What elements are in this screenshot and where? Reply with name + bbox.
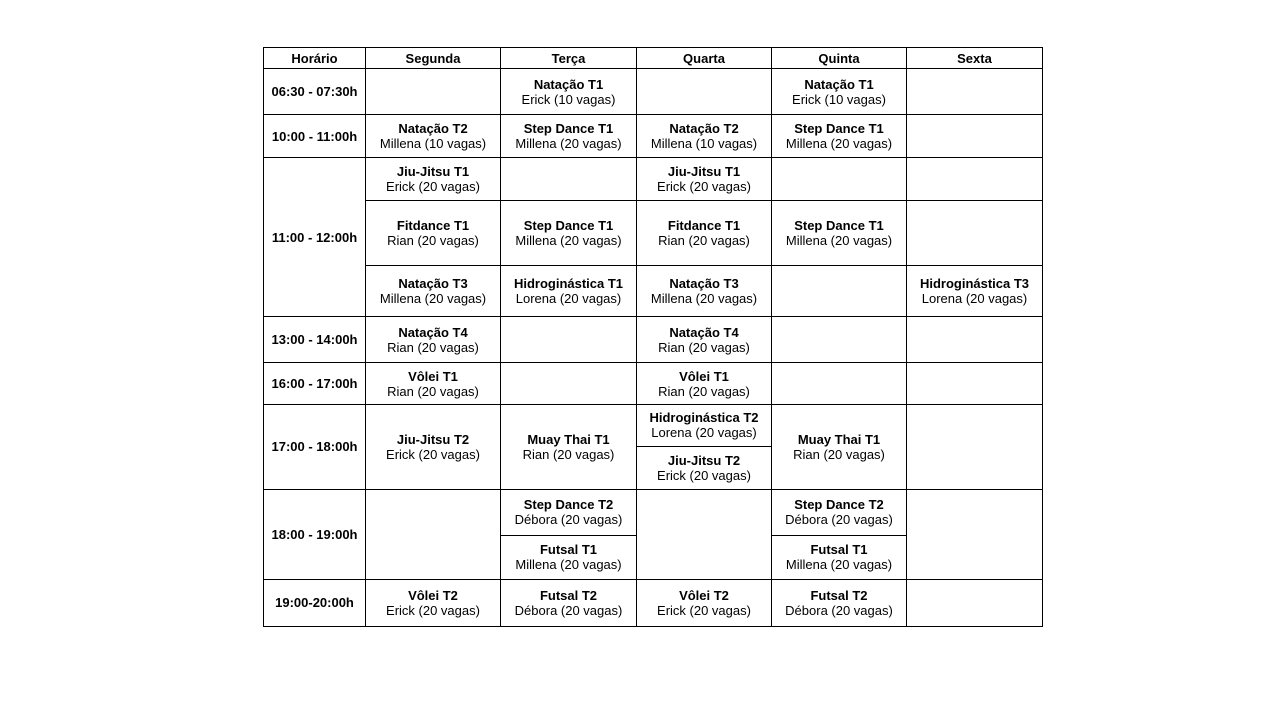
empty-cell [907,404,1043,489]
class-name: Natação T1 [533,76,604,92]
class-cell [637,446,772,489]
class-instructor-capacity: Erick (20 vagas) [386,446,480,462]
table-row [264,115,1043,158]
class-instructor-capacity: Millena (20 vagas) [515,233,622,249]
header-horario: Horário [264,48,366,69]
class-name: Natação T3 [669,276,739,292]
class-cell [772,201,907,266]
class-cell [772,404,907,489]
empty-cell [907,115,1043,158]
header-quinta: Quinta [772,48,907,69]
class-instructor-capacity: Millena (20 vagas) [650,291,758,307]
header-terca: Terça [501,48,637,69]
class-instructor-capacity: Erick (20 vagas) [657,179,751,195]
header-row [264,48,1043,69]
class-instructor-capacity: Rian (20 vagas) [793,446,885,462]
class-cell [366,158,501,201]
table-row [264,489,1043,535]
class-instructor-capacity: Millena (20 vagas) [379,291,487,307]
class-instructor-capacity: Débora (20 vagas) [785,512,893,528]
class-name: Step Dance T1 [523,218,614,234]
class-instructor-capacity: Rian (20 vagas) [658,233,750,249]
class-instructor-capacity: Rian (20 vagas) [658,339,750,355]
class-name: Vôlei T1 [408,368,458,384]
class-instructor-capacity: Rian (20 vagas) [658,383,750,399]
class-instructor-capacity: Erick (10 vagas) [792,91,886,107]
class-instructor-capacity: Millena (20 vagas) [515,136,622,152]
class-instructor-capacity: Débora (20 vagas) [785,602,893,618]
header-sexta: Sexta [907,48,1043,69]
class-cell [501,201,637,266]
class-cell [637,363,772,404]
class-instructor-capacity: Millena (20 vagas) [785,136,893,152]
class-name: Natação T4 [669,324,739,340]
class-cell [637,158,772,201]
class-cell [366,115,501,158]
class-instructor-capacity: Erick (20 vagas) [657,602,751,618]
empty-cell [637,69,772,115]
class-instructor-capacity: Débora (20 vagas) [514,512,623,528]
class-name: Jiu-Jitsu T2 [667,452,741,468]
class-cell [772,535,907,579]
class-cell [501,535,637,579]
class-cell [637,201,772,266]
table-row [264,201,1043,266]
class-cell [772,579,907,626]
empty-cell [907,489,1043,579]
class-name: Muay Thai T1 [797,431,881,447]
class-cell [637,266,772,317]
empty-cell [366,489,501,579]
time-cell: 18:00 - 19:00h [264,489,366,579]
class-instructor-capacity: Rian (20 vagas) [387,383,479,399]
class-cell [772,69,907,115]
class-instructor-capacity: Millena (20 vagas) [785,557,893,573]
table-row [264,404,1043,446]
class-name: Natação T2 [669,121,739,137]
class-instructor-capacity: Erick (20 vagas) [657,467,751,483]
class-instructor-capacity: Rian (20 vagas) [522,446,615,462]
empty-cell [637,489,772,579]
class-cell [366,266,501,317]
class-cell [637,404,772,446]
empty-cell [907,579,1043,626]
class-name: Futsal T1 [810,542,868,558]
class-name: Step Dance T2 [523,497,614,513]
class-name: Natação T2 [398,121,468,137]
class-instructor-capacity: Erick (20 vagas) [386,602,480,618]
class-instructor-capacity: Millena (10 vagas) [650,136,758,152]
class-instructor-capacity: Erick (10 vagas) [521,91,616,107]
class-name: Natação T3 [398,276,468,292]
class-instructor-capacity: Erick (20 vagas) [386,179,480,195]
class-instructor-capacity: Lorena (20 vagas) [921,291,1028,307]
class-cell [501,266,637,317]
schedule-table [263,47,1043,627]
header-quarta: Quarta [637,48,772,69]
class-cell [637,579,772,626]
class-instructor-capacity: Rian (20 vagas) [387,339,479,355]
empty-cell [501,317,637,363]
class-name: Fitdance T1 [396,218,470,234]
class-name: Hidroginástica T3 [919,276,1030,292]
table-row [264,266,1043,317]
class-name: Natação T4 [398,324,468,340]
class-cell [501,579,637,626]
empty-cell [501,158,637,201]
time-cell: 13:00 - 14:00h [264,317,366,363]
class-name: Fitdance T1 [667,218,741,234]
class-name: Jiu-Jitsu T1 [396,164,470,180]
class-cell [501,115,637,158]
class-name: Natação T1 [804,76,874,92]
class-name: Vôlei T2 [408,587,458,603]
class-name: Step Dance T1 [794,218,884,234]
class-name: Hidroginástica T1 [513,276,624,292]
class-cell [366,579,501,626]
class-name: Hidroginástica T2 [649,410,759,426]
class-name: Futsal T2 [539,587,598,603]
class-cell [907,266,1043,317]
class-cell [366,404,501,489]
class-name: Step Dance T1 [523,121,614,137]
class-cell [501,489,637,535]
time-cell: 11:00 - 12:00h [264,158,366,317]
table-row [264,579,1043,626]
class-cell [637,317,772,363]
empty-cell [907,69,1043,115]
class-name: Futsal T2 [810,587,868,603]
table-row [264,69,1043,115]
time-cell: 10:00 - 11:00h [264,115,366,158]
empty-cell [772,266,907,317]
time-cell: 16:00 - 17:00h [264,363,366,404]
class-cell [501,404,637,489]
class-cell [772,115,907,158]
empty-cell [907,363,1043,404]
empty-cell [366,69,501,115]
class-name: Step Dance T2 [794,497,884,513]
class-instructor-capacity: Millena (10 vagas) [379,136,487,152]
empty-cell [907,317,1043,363]
header-segunda: Segunda [366,48,501,69]
class-name: Vôlei T1 [679,368,729,384]
class-instructor-capacity: Lorena (20 vagas) [651,425,757,441]
class-instructor-capacity: Millena (20 vagas) [515,557,622,573]
empty-cell [501,363,637,404]
class-instructor-capacity: Débora (20 vagas) [514,602,623,618]
time-cell: 17:00 - 18:00h [264,404,366,489]
table-row [264,363,1043,404]
class-name: Vôlei T2 [679,587,729,603]
table-row [264,317,1043,363]
class-name: Jiu-Jitsu T1 [667,164,741,180]
class-instructor-capacity: Rian (20 vagas) [387,233,479,249]
time-cell: 06:30 - 07:30h [264,69,366,115]
time-cell: 19:00-20:00h [264,579,366,626]
empty-cell [772,158,907,201]
class-cell [366,201,501,266]
class-name: Muay Thai T1 [527,431,610,447]
class-name: Jiu-Jitsu T2 [396,431,470,447]
class-name: Step Dance T1 [794,121,884,137]
empty-cell [907,201,1043,266]
empty-cell [772,363,907,404]
class-cell [501,69,637,115]
class-cell [366,363,501,404]
class-cell [772,489,907,535]
class-instructor-capacity: Millena (20 vagas) [785,233,893,249]
table-row [264,158,1043,201]
class-cell [637,115,772,158]
empty-cell [772,317,907,363]
class-name: Futsal T1 [539,542,598,558]
class-cell [366,317,501,363]
empty-cell [907,158,1043,201]
class-instructor-capacity: Lorena (20 vagas) [515,291,622,307]
